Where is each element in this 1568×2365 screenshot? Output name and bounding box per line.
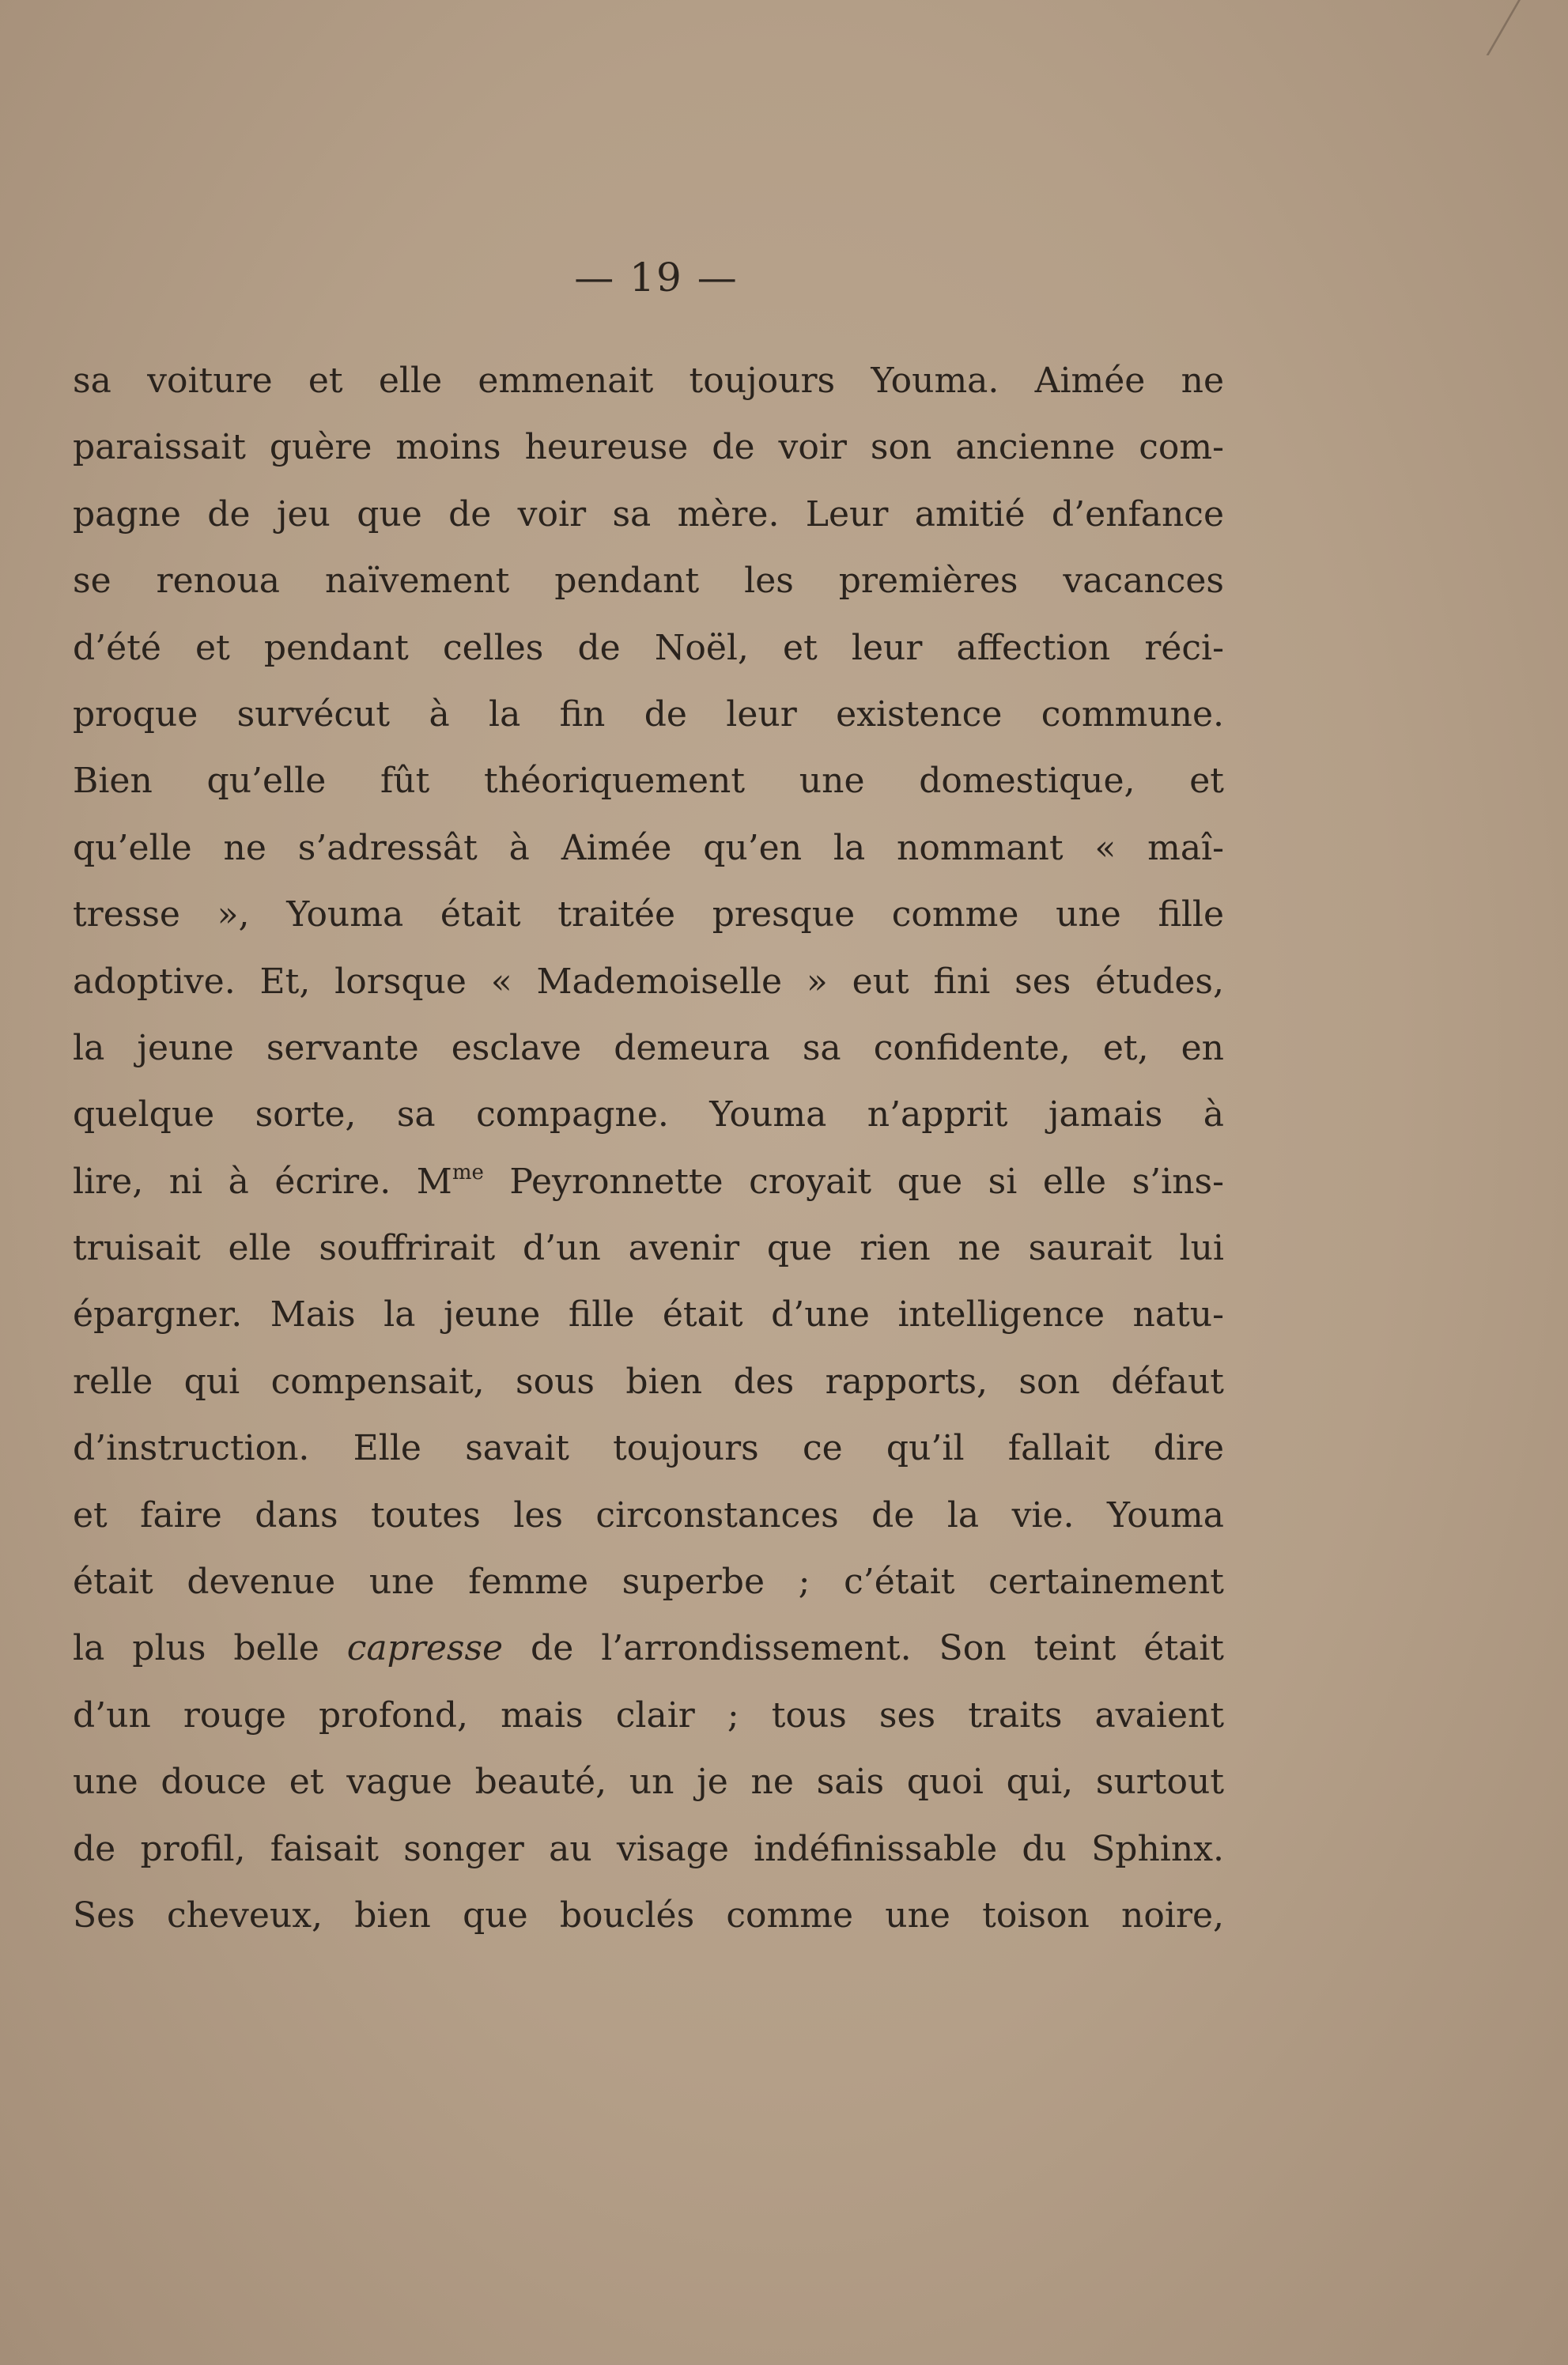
text-line: d’instruction. Elle savait toujours ce qu’il fallait dire <box>73 1428 1224 1469</box>
text-line: la jeune servante esclave demeura sa confidente, et, en <box>73 1027 1224 1068</box>
text-line: relle qui compensait, sous bien des rapports, son défaut <box>73 1361 1224 1402</box>
text-line: truisait elle souffrirait d’un avenir que rien ne saurait lui <box>73 1228 1224 1269</box>
text-line: une douce et vague beauté, un je ne sais quoi qui, surtout <box>73 1762 1224 1803</box>
superscript-abbreviation: me <box>452 1160 484 1184</box>
page-corner-fold <box>1487 0 1568 55</box>
text-line: d’un rouge profond, mais clair ; tous ses traits avaient <box>73 1694 1224 1736</box>
text-line-with-superscript <box>73 1149 1224 1215</box>
text-line: qu’elle ne s’adressât à Aimée qu’en la nommant « maî- <box>73 827 1224 868</box>
text-fragment: de l’arrondissement. Son teint était <box>503 1628 1224 1669</box>
text-line: pagne de jeu que de voir sa mère. Leur amitié d’enfance <box>73 493 1224 535</box>
text-line: Bien qu’elle fût théoriquement une domestique, et <box>73 761 1224 802</box>
text-line: épargner. Mais la jeune fille était d’une intelligence natu- <box>73 1294 1224 1336</box>
text-line: d’été et pendant celles de Noël, et leur affection réci- <box>73 627 1224 668</box>
text-line: proque survécut à la fin de leur existence commune. <box>73 693 1224 735</box>
text-line: de profil, faisait songer au visage indéfinissable du Sphinx. <box>73 1828 1224 1869</box>
text-line: et faire dans toutes les circonstances de la vie. Youma <box>73 1494 1224 1536</box>
text-fragment: la plus belle <box>73 1628 347 1669</box>
text-line: sa voiture et elle emmenait toujours Youma. Aimée ne <box>73 361 1224 401</box>
text-fragment: lire, ni à écrire. M <box>73 1161 452 1202</box>
text-line: était devenue une femme superbe ; c’était certainement <box>73 1562 1224 1603</box>
text-line: se renoua naïvement pendant les premières vacances <box>73 561 1224 602</box>
italic-word: capresse <box>346 1628 504 1669</box>
text-line-with-italic <box>73 1615 1224 1682</box>
text-line: paraissait guère moins heureuse de voir son ancienne com- <box>73 427 1224 468</box>
text-line: Ses cheveux, bien que bouclés comme une toison noire, <box>73 1895 1224 1936</box>
page-number: — 19 — <box>574 255 739 300</box>
text-fragment: Peyronnette croyait que si elle s’ins- <box>483 1161 1224 1202</box>
text-line: adoptive. Et, lorsque « Mademoiselle » eut fini ses études, <box>73 961 1224 1002</box>
body-text <box>73 348 1224 1949</box>
text-line: quelque sorte, sa compagne. Youma n’apprit jamais à <box>73 1094 1224 1135</box>
text-line: tresse », Youma était traitée presque comme une fille <box>73 894 1224 935</box>
